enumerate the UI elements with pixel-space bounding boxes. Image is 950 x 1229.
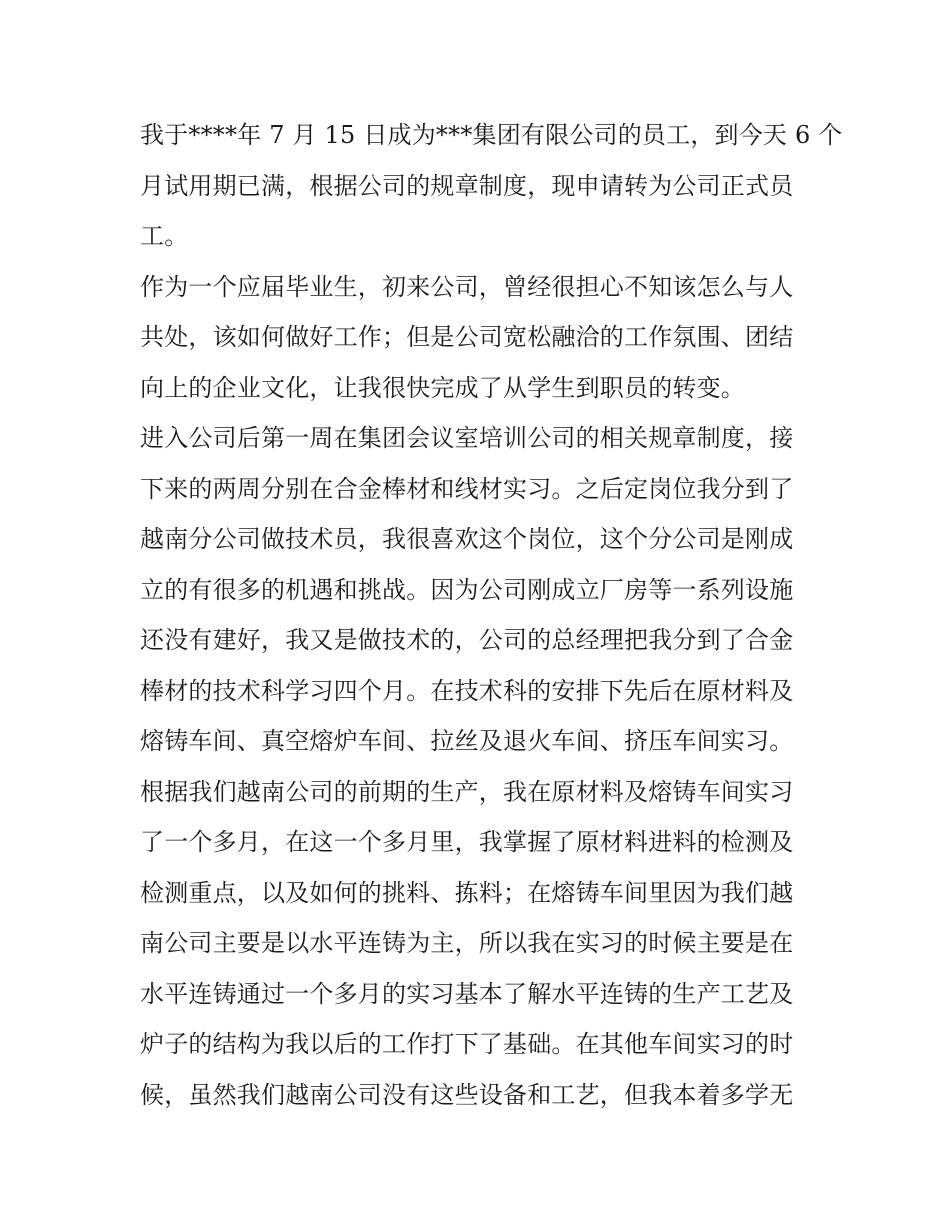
text-line: 了一个多月，在这一个多月里，我掌握了原材料进料的检测及 [140,828,794,856]
text-line: 进入公司后第一周在集团会议室培训公司的相关规章制度，接 [140,424,794,452]
text-line: 下来的两周分别在合金棒材和线材实习。之后定岗位我分到了 [140,474,794,503]
text-line: 还没有建好，我又是做技术的，公司的总经理把我分到了合金 [140,626,794,654]
text-line: 立的有很多的机遇和挑战。因为公司刚成立厂房等一系列设施 [140,575,794,604]
text-line: 工。 [140,222,189,250]
text-line: 我于****年 7 月 15 日成为***集团有限公司的员工，到今天 6 个 [140,121,843,149]
text-line: 月试用期已满，根据公司的规章制度，现申请转为公司正式员 [140,171,794,200]
text-line: 南公司主要是以水平连铸为主，所以我在实习的时候主要是在 [140,929,794,957]
text-line: 棒材的技术科学习四个月。在技术科的安排下先后在原材料及 [140,676,794,705]
text-line: 根据我们越南公司的前期的生产，我在原材料及熔铸车间实习 [140,777,794,806]
document-body [140,110,843,1120]
text-line: 炉子的结构为我以后的工作打下了基础。在其他车间实习的时 [140,1030,794,1058]
text-line: 共处，该如何做好工作；但是公司宽松融洽的工作氛围、团结 [140,323,794,351]
text-line: 越南分公司做技术员，我很喜欢这个岗位，这个分公司是刚成 [140,525,794,553]
text-line: 水平连铸通过一个多月的实习基本了解水平连铸的生产工艺及 [140,979,794,1008]
text-line: 向上的企业文化，让我很快完成了从学生到职员的转变。 [140,373,745,402]
text-line: 熔铸车间、真空熔炉车间、拉丝及退火车间、挤压车间实习。 [140,727,794,755]
text-line: 候，虽然我们越南公司没有这些设备和工艺，但我本着多学无 [140,1080,794,1109]
text-line: 检测重点，以及如何的挑料、拣料；在熔铸车间里因为我们越 [140,878,794,907]
text-line: 作为一个应届毕业生，初来公司，曾经很担心不知该怎么与人 [140,272,794,301]
